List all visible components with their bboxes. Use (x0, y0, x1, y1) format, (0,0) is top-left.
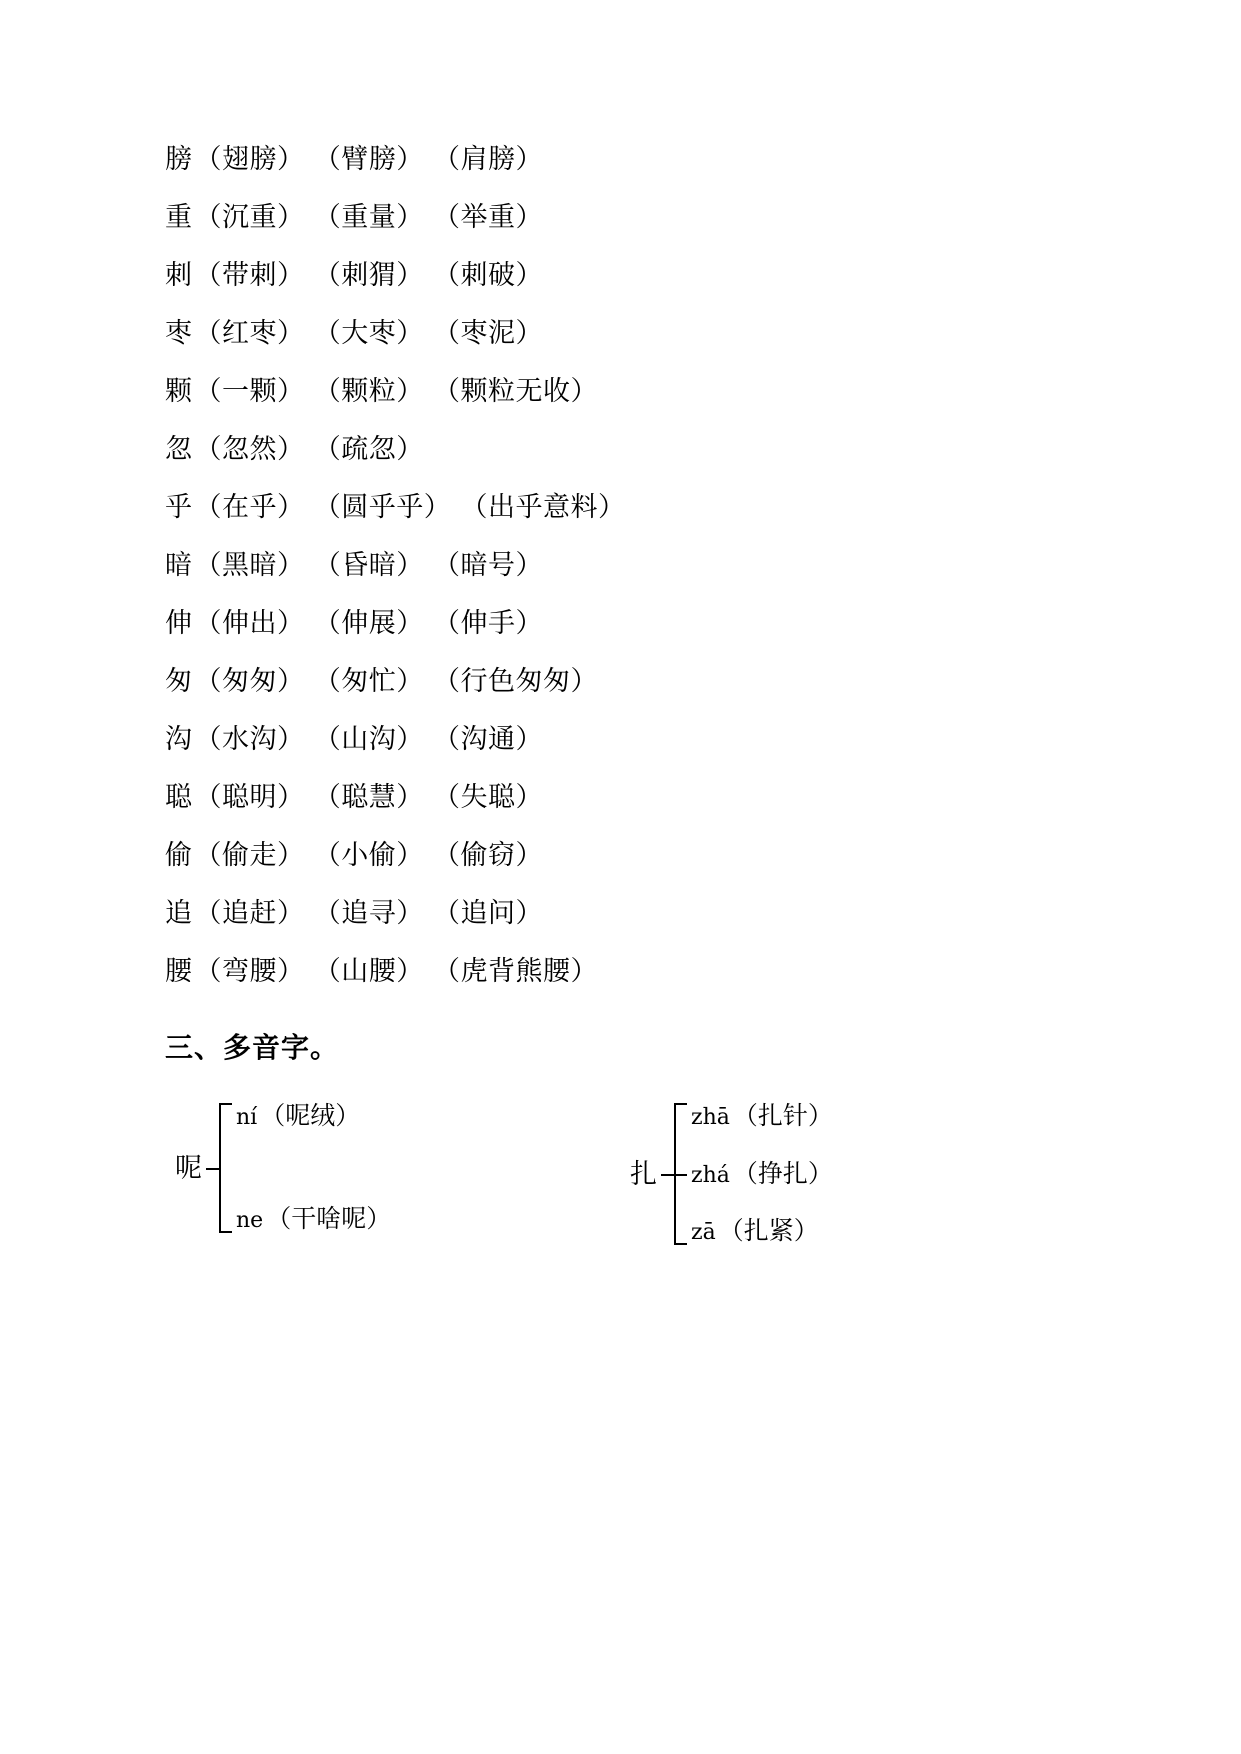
word-group: （暗号） (433, 550, 543, 580)
word-group: （黑暗） (194, 550, 305, 580)
word-head: 枣 (165, 318, 193, 348)
word-head: 匆 (165, 666, 193, 696)
word-line (165, 188, 1125, 246)
word-line (165, 942, 1125, 1000)
word-group: （追问） (433, 898, 543, 928)
brace-icon (661, 1094, 687, 1254)
word-group: （在乎） (194, 492, 305, 522)
word-group: （伸手） (433, 608, 543, 638)
word-group: （追寻） (313, 898, 424, 928)
word-group: （重量） (313, 202, 424, 232)
page-content (165, 130, 1125, 1294)
word-group: （偷走） (194, 840, 305, 870)
word-head: 重 (165, 202, 193, 232)
word-group: （带刺） (194, 260, 305, 290)
word-group: （一颗） (194, 376, 305, 406)
word-group: （偷窃） (433, 840, 543, 870)
pinyin: ne (236, 1208, 264, 1233)
word-line (165, 594, 1125, 652)
word-group: （伸出） (194, 608, 305, 638)
word-group: （弯腰） (194, 956, 305, 986)
word-group: （行色匆匆） (433, 666, 598, 696)
word-group: （颗粒无收） (433, 376, 598, 406)
word-group: （虎背熊腰） (433, 956, 598, 986)
section-title: 三、多音字。 (165, 1033, 340, 1064)
word-line (165, 478, 1125, 536)
word-group: （沟通） (433, 724, 543, 754)
word-group: （刺破） (433, 260, 543, 290)
word-group: （疏忽） (313, 434, 424, 464)
word-group: （红枣） (194, 318, 305, 348)
word-line (165, 304, 1125, 362)
polyphone-character: 呢 (175, 1152, 202, 1183)
word-group: （翅膀） (194, 144, 305, 174)
word-group: （水沟） (194, 724, 305, 754)
brace-icon (206, 1094, 232, 1242)
polyphone-reading (236, 1207, 391, 1232)
word-group: （枣泥） (433, 318, 543, 348)
word-group: （昏暗） (313, 550, 424, 580)
word-group: （大枣） (313, 318, 424, 348)
word-head: 沟 (165, 724, 193, 754)
polyphone-readings (236, 1104, 391, 1232)
word-head: 暗 (165, 550, 193, 580)
word-line (165, 130, 1125, 188)
word-group: （聪明） (194, 782, 305, 812)
word-group: （追赶） (194, 898, 305, 928)
polyphone-reading (691, 1219, 833, 1244)
example-word: （呢绒） (260, 1103, 361, 1130)
word-group: （伸展） (313, 608, 424, 638)
word-head: 颗 (165, 376, 193, 406)
word-head: 膀 (165, 144, 193, 174)
word-group: （山沟） (313, 724, 424, 754)
word-group: （出乎意料） (460, 492, 626, 522)
pinyin: ní (236, 1105, 258, 1130)
word-line (165, 768, 1125, 826)
polyphone-reading (236, 1104, 391, 1129)
word-group: （臂膀） (313, 144, 424, 174)
word-head: 腰 (165, 956, 193, 986)
word-group: （圆乎乎） (313, 492, 452, 522)
word-head: 乎 (165, 492, 193, 522)
example-word: （扎针） (732, 1103, 833, 1130)
polyphone-block-ni (175, 1094, 391, 1242)
word-group: （小偷） (313, 840, 424, 870)
polyphone-character: 扎 (630, 1158, 657, 1189)
example-word: （干啥呢） (266, 1206, 392, 1233)
polyphone-block-zha (630, 1094, 833, 1254)
example-word: （扎紧） (718, 1218, 819, 1245)
word-head: 追 (165, 898, 193, 928)
word-group: （肩膀） (433, 144, 543, 174)
word-group: （忽然） (194, 434, 305, 464)
example-word: （挣扎） (732, 1160, 833, 1188)
word-head: 刺 (165, 260, 193, 290)
word-head: 忽 (165, 434, 193, 464)
polyphone-reading (691, 1162, 833, 1187)
word-line (165, 884, 1125, 942)
word-head: 偷 (165, 840, 193, 870)
polyphone-area (165, 1094, 1125, 1294)
word-line (165, 710, 1125, 768)
word-group: （举重） (433, 202, 543, 232)
word-group: （匆忙） (313, 666, 424, 696)
word-group: （沉重） (194, 202, 305, 232)
pinyin: zhá (691, 1162, 730, 1188)
word-group: （匆匆） (194, 666, 305, 696)
word-group: （失聪） (433, 782, 543, 812)
word-head: 伸 (165, 608, 193, 638)
word-line (165, 536, 1125, 594)
word-line (165, 420, 1125, 478)
word-group: （刺猬） (313, 260, 424, 290)
word-group: （聪慧） (313, 782, 424, 812)
pinyin: zā (691, 1220, 716, 1245)
polyphone-readings (691, 1104, 833, 1244)
word-group: （颗粒） (313, 376, 424, 406)
word-group: （山腰） (313, 956, 424, 986)
polyphone-reading (691, 1104, 833, 1129)
word-head: 聪 (165, 782, 193, 812)
word-line (165, 826, 1125, 884)
pinyin: zhā (691, 1105, 730, 1130)
word-line (165, 652, 1125, 710)
word-line (165, 362, 1125, 420)
word-line (165, 246, 1125, 304)
